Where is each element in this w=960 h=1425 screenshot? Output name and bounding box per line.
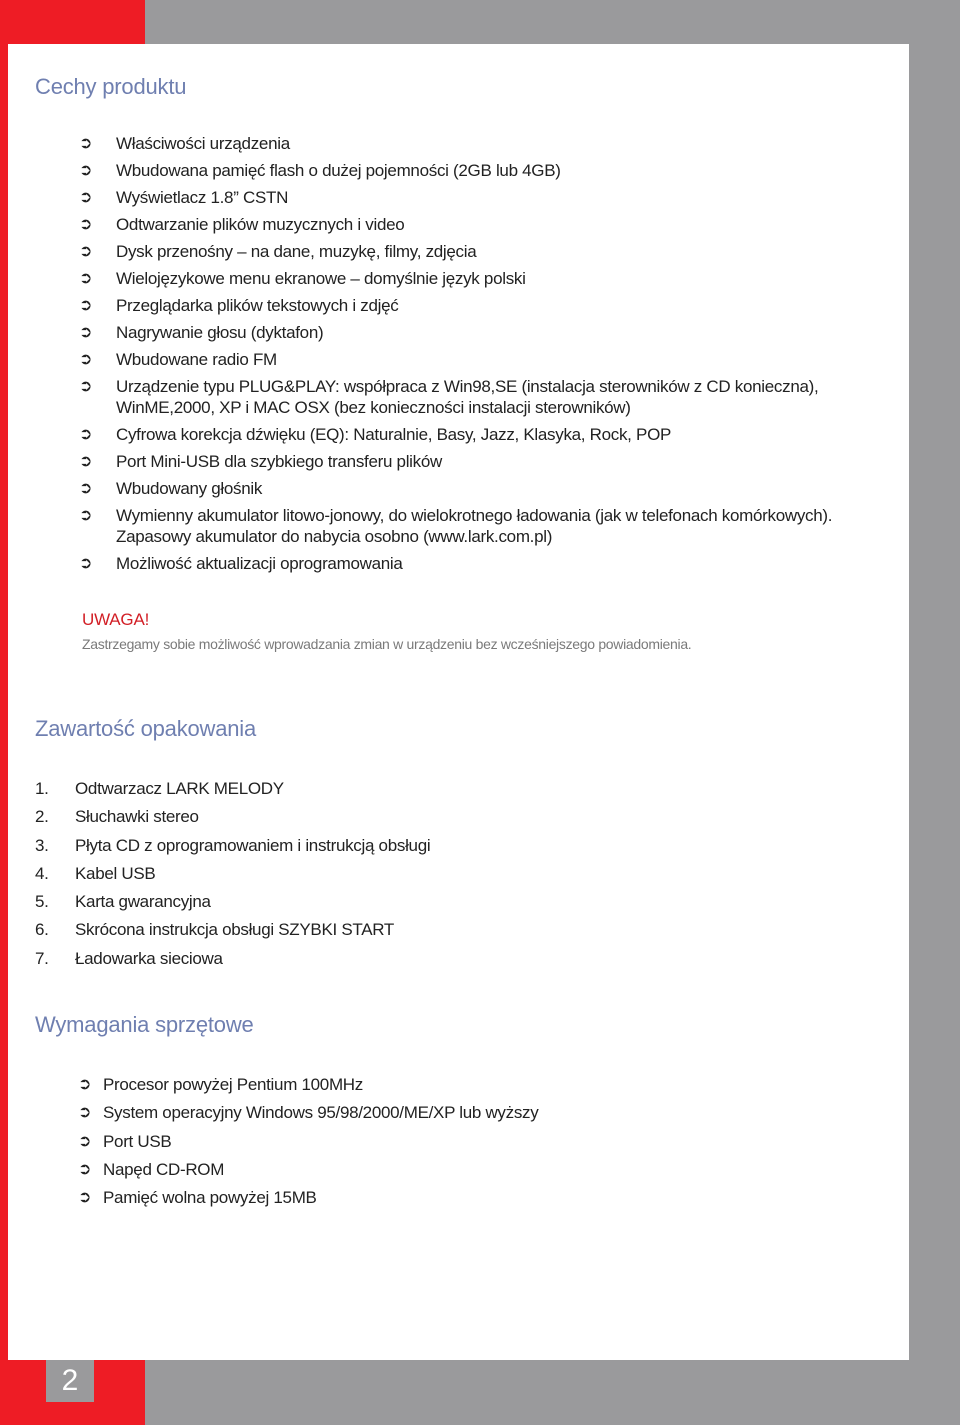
top-red-band: [0, 0, 145, 44]
arrow-right-icon: ➲: [78, 1076, 92, 1093]
list-item-text: Możliwość aktualizacji oprogramowania: [116, 554, 403, 573]
list-item: [79, 349, 876, 370]
list-item-number: 2.: [35, 807, 49, 827]
arrow-right-icon: ➲: [79, 555, 93, 572]
package-list: [35, 778, 735, 976]
requirements-list: [78, 1074, 803, 1215]
list-item-number: 3.: [35, 835, 49, 855]
arrow-right-icon: ➲: [79, 216, 93, 233]
list-item: [35, 863, 735, 884]
list-item-text: Właściwości urządzenia: [116, 134, 290, 153]
list-item: [78, 1074, 803, 1095]
arrow-right-icon: ➲: [78, 1160, 92, 1178]
list-item-text: Wbudowane radio FM: [116, 350, 277, 369]
arrow-right-icon: ➲: [79, 426, 93, 443]
arrow-right-icon: ➲: [79, 162, 93, 179]
list-item-text: Wyświetlacz 1.8” CSTN: [116, 188, 289, 207]
list-item: [79, 187, 876, 208]
list-item-number: 4.: [35, 863, 49, 883]
list-item: [79, 241, 876, 262]
arrow-right-icon: ➲: [79, 297, 93, 314]
list-item-number: 1.: [35, 779, 49, 798]
list-item-text: Procesor powyżej Pentium 100MHz: [103, 1075, 363, 1094]
list-item-text: Pamięć wolna powyżej 15MB: [103, 1188, 317, 1208]
list-item-text: Wbudowany głośnik: [116, 479, 263, 498]
list-item: [35, 891, 735, 912]
arrow-right-icon: ➲: [79, 243, 93, 260]
requirements-heading: Wymagania sprzętowe: [35, 1012, 254, 1037]
list-item: [35, 835, 735, 856]
list-item-text: Kabel USB: [75, 863, 156, 883]
list-item-text: Urządzenie typu PLUG&PLAY: współpraca z Win98,SE (instalacja sterowników z CD konieczna), WinME,2000, XP i MAC OSX (bez konieczności instalacji sterowników): [116, 377, 819, 417]
left-red-stripe: [0, 0, 8, 1425]
list-item-text: Cyfrowa korekcja dźwięku (EQ): Naturalnie, Basy, Jazz, Klasyka, Rock, POP: [116, 425, 672, 444]
arrow-right-icon: ➲: [79, 351, 93, 368]
arrow-right-icon: ➲: [79, 480, 93, 497]
arrow-right-icon: ➲: [78, 1189, 92, 1207]
list-item: [35, 806, 735, 827]
list-item: [78, 1131, 803, 1152]
list-item-text: System operacyjny Windows 95/98/2000/ME/XP lub wyższy: [103, 1103, 539, 1123]
arrow-right-icon: ➲: [79, 378, 93, 395]
list-item-text: Płyta CD z oprogramowaniem i instrukcją obsługi: [75, 835, 431, 855]
list-item: [79, 553, 876, 574]
list-item: [79, 214, 876, 235]
package-heading: Zawartość opakowania: [35, 716, 257, 741]
features-list: [79, 133, 876, 580]
list-item-text: Dysk przenośny – na dane, muzykę, filmy, zdjęcia: [116, 242, 477, 261]
list-item: [79, 322, 876, 343]
list-item-text: Wielojęzykowe menu ekranowe – domyślnie język polski: [116, 269, 526, 288]
warning-title: UWAGA!: [82, 610, 150, 629]
list-item-text: Karta gwarancyjna: [75, 892, 211, 912]
list-item-text: Odtwarzanie plików muzycznych i video: [116, 215, 405, 234]
list-item: [79, 133, 876, 154]
arrow-right-icon: ➲: [78, 1104, 92, 1122]
list-item: [79, 376, 876, 418]
list-item: [35, 948, 735, 969]
list-item: [79, 424, 876, 445]
list-item: [35, 778, 735, 799]
list-item-text: Port USB: [103, 1131, 172, 1151]
list-item-text: Wymienny akumulator litowo-jonowy, do wielokrotnego ładowania (jak w telefonach komórkowych). Zapasowy akumulator do nabycia osobno (www.lark.com.pl): [116, 506, 833, 546]
list-item: [35, 919, 735, 940]
list-item: [79, 451, 876, 472]
arrow-right-icon: ➲: [78, 1132, 92, 1150]
list-item: [78, 1102, 803, 1123]
list-item: [79, 505, 876, 547]
list-item-number: 7.: [35, 948, 49, 968]
arrow-right-icon: ➲: [79, 324, 93, 341]
list-item: [78, 1187, 803, 1208]
list-item: [79, 478, 876, 499]
arrow-right-icon: ➲: [79, 270, 93, 287]
list-item-text: Przeglądarka plików tekstowych i zdjęć: [116, 296, 399, 315]
list-item-text: Skrócona instrukcja obsługi SZYBKI START: [75, 920, 395, 940]
arrow-right-icon: ➲: [79, 453, 93, 470]
list-item-text: Nagrywanie głosu (dyktafon): [116, 323, 324, 342]
list-item: [79, 160, 876, 181]
page-number: 2: [46, 1360, 94, 1402]
list-item-text: Napęd CD-ROM: [103, 1159, 225, 1179]
arrow-right-icon: ➲: [79, 507, 93, 524]
list-item-text: Ładowarka sieciowa: [75, 948, 223, 968]
list-item: [79, 295, 876, 316]
arrow-right-icon: ➲: [79, 135, 93, 152]
list-item-text: Wbudowana pamięć flash o dużej pojemności (2GB lub 4GB): [116, 161, 561, 180]
list-item: [79, 268, 876, 289]
features-heading: Cechy produktu: [35, 74, 187, 99]
arrow-right-icon: ➲: [79, 189, 93, 206]
list-item-text: Odtwarzacz LARK MELODY: [75, 779, 284, 798]
warning-text: Zastrzegamy sobie możliwość wprowadzania zmian w urządzeniu bez wcześniejszego powiadomienia.: [82, 636, 692, 652]
list-item-number: 5.: [35, 892, 49, 912]
list-item: [78, 1159, 803, 1180]
list-item-number: 6.: [35, 920, 49, 940]
list-item-text: Port Mini-USB dla szybkiego transferu plików: [116, 452, 442, 471]
list-item-text: Słuchawki stereo: [75, 807, 199, 827]
